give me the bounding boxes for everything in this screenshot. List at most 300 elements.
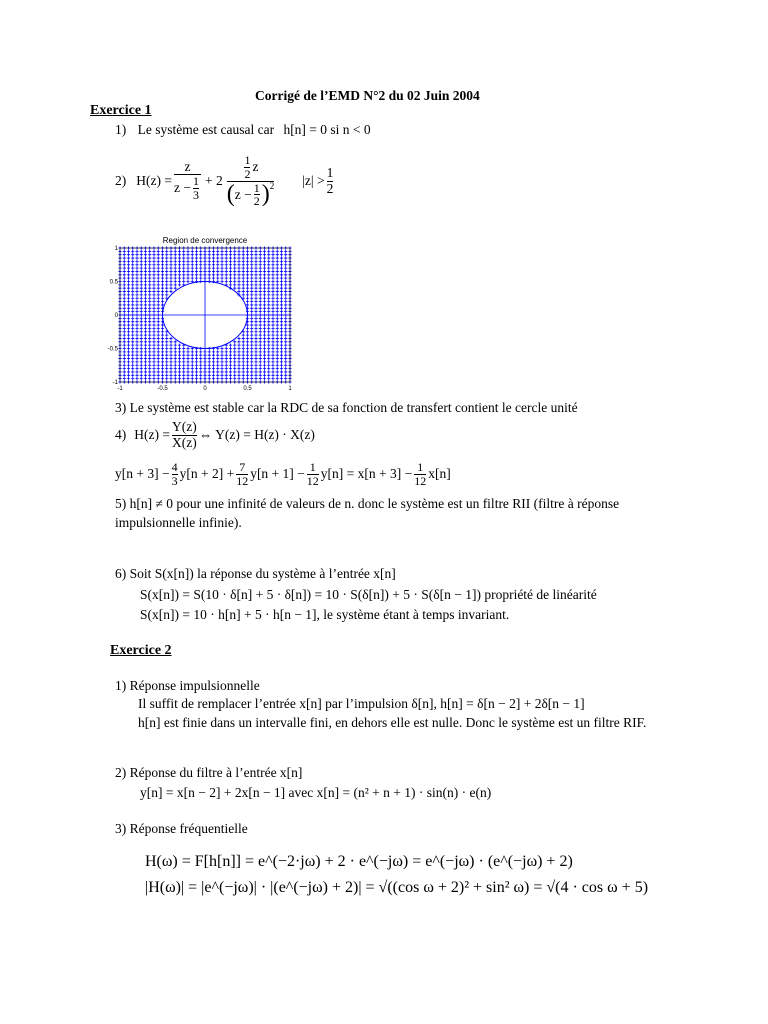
data-point [131,360,134,363]
data-point [280,327,283,330]
data-point [123,310,126,313]
data-point [263,263,266,266]
data-point [157,317,160,320]
data-point [242,277,245,280]
data-point [195,364,198,367]
ex1-q1-text: Le système est causal car [137,122,275,137]
data-point [165,377,168,380]
data-point [148,256,151,259]
diff-12b: 12 [306,473,319,488]
data-point [280,300,283,303]
data-point [157,327,160,330]
data-point [152,344,155,347]
data-point [242,374,245,377]
data-point [157,377,160,380]
ex2-q1-line1: 1) Réponse impulsionnelle [115,678,260,693]
data-point [259,280,262,283]
data-point [250,250,253,253]
data-point [165,250,168,253]
data-point [148,334,151,337]
data-point [174,253,177,256]
data-point [250,253,253,256]
data-point [237,253,240,256]
data-point [157,364,160,367]
data-point [267,260,270,263]
data-point [263,287,266,290]
data-point [165,337,168,340]
data-point [123,337,126,340]
data-point [148,370,151,373]
diff-e: x[n] [428,466,451,482]
data-point [254,297,257,300]
data-point [135,377,138,380]
data-point [144,300,147,303]
data-point [276,250,279,253]
data-point [242,357,245,360]
ex1-q2-half-one: 1 [244,153,251,168]
data-point [267,354,270,357]
data-point [186,263,189,266]
data-point [246,253,249,256]
ex1-q2-plus: + 2 [204,173,223,189]
ex1-q4-rhs: ⇔ Y(z) = H(z) · X(z) [198,427,315,443]
data-point [127,267,130,270]
data-point [263,310,266,313]
ex1-q2-square: 2 [269,180,275,191]
data-point [191,273,194,276]
ex1-q2-half-two: 2 [244,166,251,181]
data-point [208,360,211,363]
data-point [242,367,245,370]
data-point [157,303,160,306]
data-point [284,330,287,333]
data-point [280,293,283,296]
data-point [182,347,185,350]
diff-c: y[n + 1] − [250,466,305,482]
data-point [148,253,151,256]
data-point [271,344,274,347]
exercise-1-heading: Exercice 1 [90,103,152,118]
data-point [165,270,168,273]
data-point [263,277,266,280]
data-point [135,307,138,310]
data-point [276,364,279,367]
data-point [267,293,270,296]
data-point [123,370,126,373]
data-point [174,360,177,363]
data-point [254,307,257,310]
data-point [280,273,283,276]
data-point [242,340,245,343]
data-point [254,367,257,370]
data-point [140,317,143,320]
data-point [276,297,279,300]
data-point [284,290,287,293]
data-point [271,377,274,380]
ex1-q2-den-half-two: 2 [253,194,260,209]
data-point [212,367,215,370]
ex2-q3-line3: |H(ω)| = |e^(−jω)| · |(e^(−jω) + 2)| = √((cos ω + 2)² + sin² ω) = √(4 · cos ω + 5) [145,879,649,896]
data-point [182,273,185,276]
data-point [259,370,262,373]
data-point [157,357,160,360]
data-point [161,340,164,343]
data-point [225,270,228,273]
data-point [229,347,232,350]
data-point [284,270,287,273]
data-point [237,364,240,367]
data-point [246,350,249,353]
data-point [157,253,160,256]
data-point [259,337,262,340]
data-point [267,297,270,300]
data-point [254,283,257,286]
data-point [263,354,266,357]
data-point [135,317,138,320]
data-point [182,277,185,280]
data-point [127,310,130,313]
data-point [169,290,172,293]
data-point [135,340,138,343]
data-point [280,320,283,323]
data-point [169,256,172,259]
data-point [199,273,202,276]
data-point [284,317,287,320]
data-point [254,310,257,313]
data-point [140,344,143,347]
data-point [233,256,236,259]
data-point [127,374,130,377]
data-point [216,364,219,367]
data-point [276,320,279,323]
data-point [267,277,270,280]
data-point [237,367,240,370]
data-point [131,250,134,253]
ex1-q6-line2: S(x[n]) = S(10 · δ[n] + 5 · δ[n]) = 10 · S(δ[n]) + 5 · S(δ[n − 1]) propriété de linéarité [140,587,597,602]
data-point [127,360,130,363]
data-point [157,267,160,270]
data-point [233,364,236,367]
data-point [135,320,138,323]
ex1-q2-formula [115,150,335,212]
data-point [276,290,279,293]
data-point [276,357,279,360]
data-point [263,323,266,326]
data-point [284,340,287,343]
ex1-q2-third [193,175,199,201]
data-point [242,377,245,380]
data-point [208,267,211,270]
data-point [127,344,130,347]
data-point [284,250,287,253]
data-point [233,250,236,253]
data-point [140,277,143,280]
data-point [229,364,232,367]
data-point [135,283,138,286]
data-point [254,303,257,306]
data-point [191,377,194,380]
data-point [199,267,202,270]
data-point [263,290,266,293]
data-point [233,253,236,256]
data-point [212,256,215,259]
data-point [174,277,177,280]
data-point [233,374,236,377]
data-point [152,377,155,380]
data-point [127,303,130,306]
data-point [280,360,283,363]
data-point [174,344,177,347]
data-point [254,360,257,363]
data-point [259,360,262,363]
ex1-difference-equation [115,456,451,492]
data-point [161,374,164,377]
data-point [186,357,189,360]
data-point [271,303,274,306]
data-point [178,270,181,273]
data-point [144,377,147,380]
data-point [284,307,287,310]
data-point [174,273,177,276]
data-point [174,374,177,377]
data-point [237,263,240,266]
data-point [186,377,189,380]
data-point [271,310,274,313]
data-point [242,290,245,293]
data-point [131,253,134,256]
data-point [178,357,181,360]
data-point [152,260,155,263]
data-point [135,347,138,350]
data-point [246,297,249,300]
data-point [123,263,126,266]
data-point [267,327,270,330]
data-point [259,323,262,326]
data-point [144,260,147,263]
data-point [212,250,215,253]
ex1-q2-three: 3 [192,188,199,203]
data-point [267,263,270,266]
data-point [220,280,223,283]
diff-frac-7-12 [236,461,248,487]
ex1-q4-X: X(z) [171,434,197,450]
data-point [186,277,189,280]
data-point [284,364,287,367]
data-point [182,263,185,266]
data-point [152,273,155,276]
data-point [220,277,223,280]
data-point [267,344,270,347]
data-point [263,364,266,367]
data-point [157,340,160,343]
data-point [165,287,168,290]
data-point [276,293,279,296]
data-point [123,267,126,270]
data-point [259,364,262,367]
data-point [259,347,262,350]
data-point [191,364,194,367]
data-point [140,360,143,363]
data-point [246,374,249,377]
ex1-q2-half [244,154,250,180]
data-point [276,334,279,337]
data-point [199,377,202,380]
data-point [127,334,130,337]
data-point [229,256,232,259]
data-point [263,347,266,350]
data-point [123,283,126,286]
data-point [263,367,266,370]
data-point [233,267,236,270]
data-point [135,334,138,337]
data-point [127,277,130,280]
data-point [220,367,223,370]
data-point [195,277,198,280]
data-point [178,283,181,286]
data-point [152,354,155,357]
diff-7: 7 [239,459,246,474]
data-point [242,287,245,290]
data-point [263,297,266,300]
data-point [135,280,138,283]
data-point [263,260,266,263]
data-point [276,253,279,256]
data-point [276,287,279,290]
data-point [157,260,160,263]
data-point [225,360,228,363]
data-point [271,293,274,296]
data-point [284,367,287,370]
data-point [284,337,287,340]
data-point [229,357,232,360]
data-point [259,256,262,259]
data-point [127,307,130,310]
data-point [127,297,130,300]
roc-chart [100,232,300,392]
data-point [148,263,151,266]
data-point [191,374,194,377]
data-point [144,273,147,276]
y-tick-label: 1 [114,246,118,252]
data-point [284,323,287,326]
data-point [225,374,228,377]
data-point [127,357,130,360]
data-point [284,273,287,276]
data-point [140,323,143,326]
data-point [195,256,198,259]
ex1-q6-line3: S(x[n]) = 10 · h[n] + 5 · h[n − 1], le système étant à temps invariant. [140,607,510,622]
data-point [123,377,126,380]
data-point [250,283,253,286]
data-point [131,344,134,347]
data-point [127,260,130,263]
data-point [169,273,172,276]
data-point [254,327,257,330]
data-point [271,374,274,377]
diff-12a: 12 [236,473,249,488]
data-point [250,263,253,266]
ex1-q1-num: 1) [115,122,127,137]
data-point [271,267,274,270]
data-point [140,263,143,266]
data-point [157,297,160,300]
data-point [127,273,130,276]
data-point [254,354,257,357]
data-point [191,354,194,357]
data-point [212,370,215,373]
x-tick-label: 1 [288,386,292,392]
data-point [237,270,240,273]
data-point [152,337,155,340]
data-point [131,290,134,293]
data-point [195,263,198,266]
data-point [123,367,126,370]
data-point [280,364,283,367]
data-point [199,263,202,266]
data-point [191,256,194,259]
data-point [186,354,189,357]
data-point [267,330,270,333]
data-point [280,307,283,310]
data-point [267,303,270,306]
data-point [271,330,274,333]
data-point [271,280,274,283]
ex1-q2-roc-frac [327,166,334,195]
data-point [250,364,253,367]
data-point [182,256,185,259]
data-point [131,287,134,290]
data-point [233,287,236,290]
data-point [259,263,262,266]
data-point [182,270,185,273]
data-point [233,350,236,353]
data-point [195,250,198,253]
data-point [165,374,168,377]
data-point [208,270,211,273]
data-point [186,360,189,363]
data-point [148,280,151,283]
data-point [161,354,164,357]
data-point [152,267,155,270]
data-point [161,287,164,290]
data-point [242,337,245,340]
data-point [267,287,270,290]
data-point [276,354,279,357]
ex1-q2-num: 2) [115,173,127,189]
data-point [195,273,198,276]
data-point [178,260,181,263]
data-point [284,300,287,303]
data-point [212,277,215,280]
data-point [246,357,249,360]
data-point [174,283,177,286]
data-point [212,364,215,367]
data-point [148,310,151,313]
data-point [233,354,236,357]
data-point [216,260,219,263]
data-point [220,347,223,350]
data-point [169,340,172,343]
data-point [233,273,236,276]
data-point [157,283,160,286]
data-point [254,320,257,323]
data-point [152,370,155,373]
data-point [212,260,215,263]
data-point [284,310,287,313]
data-point [229,350,232,353]
data-point [152,277,155,280]
data-point [254,253,257,256]
